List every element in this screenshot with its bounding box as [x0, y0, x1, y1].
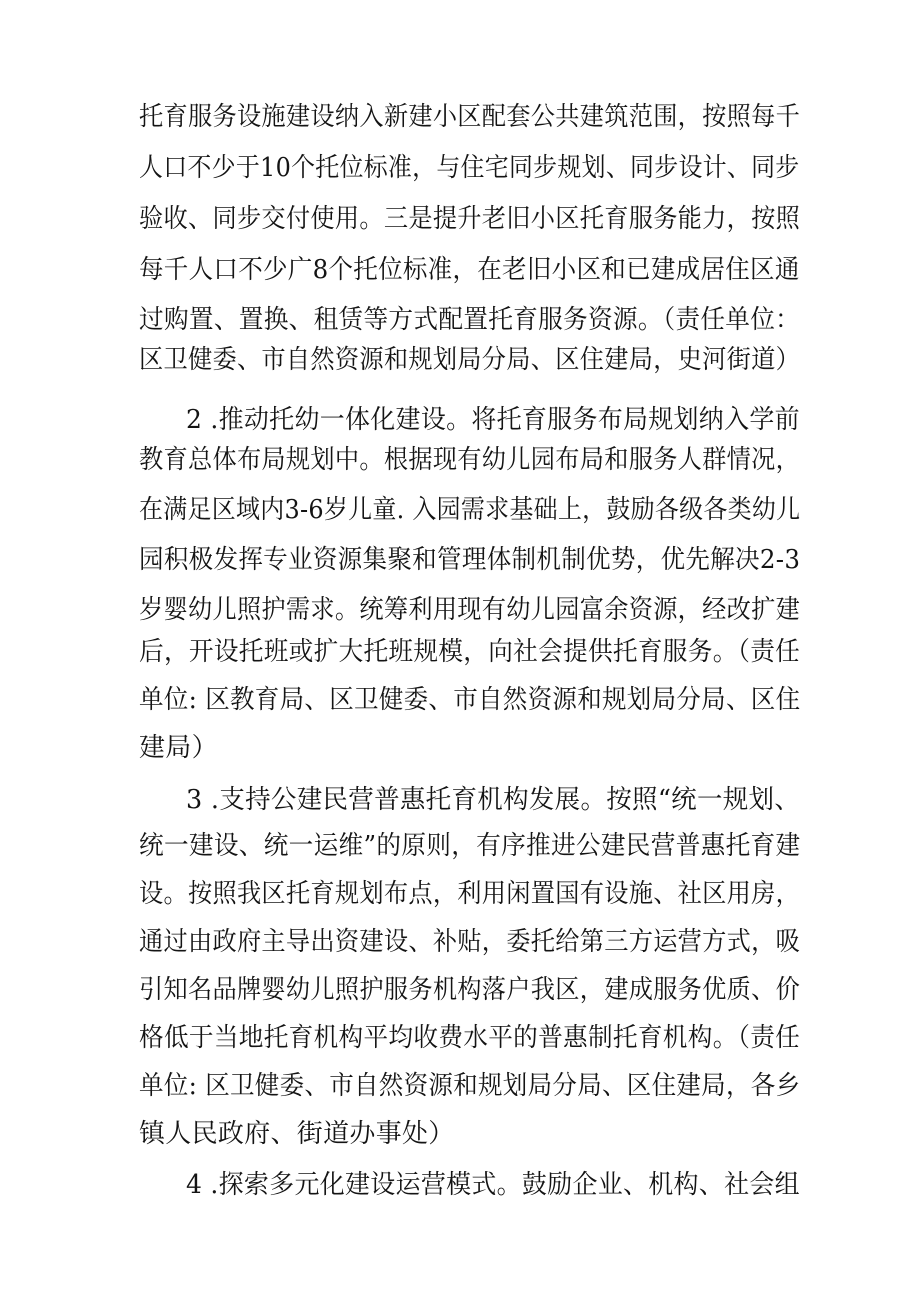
text-line: 验收、同步交付使用。三是提升老旧小区托育服务能力，按照 [139, 204, 801, 234]
text-line: 引知名品牌婴幼儿照护服务机构落户我区，建成服务优质、价 [139, 975, 801, 1005]
text-line: 园积极发挥专业资源集聚和管理体制机制优势，优先解决2-3 [139, 545, 801, 575]
text-line: 教育总体布局规划中。根据现有幼儿园布局和服务人群情况， [139, 445, 801, 475]
text-line: 设。按照我区托育规划布点，利用闲置国有设施、社区用房， [139, 879, 801, 909]
text-line: 过购置、置换、租赁等方式配置托育服务资源。（责任单位： [139, 305, 801, 335]
text-line: 托育服务设施建设纳入新建小区配套公共建筑范围，按照每千 [139, 102, 801, 132]
text-line: 格低于当地托育机构平均收费水平的普惠制托育机构。（责任 [139, 1023, 801, 1053]
text-line: 在满足区域内3-6岁儿童. 入园需求基础上，鼓励各级各类幼儿 [139, 495, 801, 525]
text-line: 单位: 区教育局、区卫健委、市自然资源和规划局分局、区住 [139, 685, 801, 715]
text-line: 建局） [139, 733, 218, 763]
paragraph-heading-3: 3 .支持公建民营普惠托育机构发展。按照“统一规划、 [186, 785, 801, 815]
paragraph-heading-2: 2 .推动托幼一体化建设。将托育服务布局规划纳入学前 [186, 405, 800, 435]
text-line: 人口不少于10个托位标准，与住宅同步规划、同步设计、同步 [139, 153, 800, 183]
text-line: 统一建设、统一运维”的原则，有序推进公建民营普惠托育建 [139, 831, 801, 861]
text-line: 每千人口不少广8个托位标准，在老旧小区和已建成居住区通 [139, 255, 800, 285]
text-line: 岁婴幼儿照护需求。统筹利用现有幼儿园富余资源，经改扩建 [139, 595, 801, 625]
text-line: 后，开设托班或扩大托班规模，向社会提供托育服务。（责任 [139, 637, 801, 667]
text-line: 镇人民政府、街道办事处） [139, 1119, 455, 1149]
paragraph-heading-4: 4 .探索多元化建设运营模式。鼓励企业、机构、社会组 [186, 1170, 800, 1200]
text-line: 单位: 区卫健委、市自然资源和规划局分局、区住建局，各乡 [139, 1071, 801, 1101]
text-line: 通过由政府主导出资建设、补贴，委托给第三方运营方式，吸 [139, 927, 801, 957]
text-line: 区卫健委、市自然资源和规划局分局、区住建局，史河街道） [139, 345, 801, 375]
